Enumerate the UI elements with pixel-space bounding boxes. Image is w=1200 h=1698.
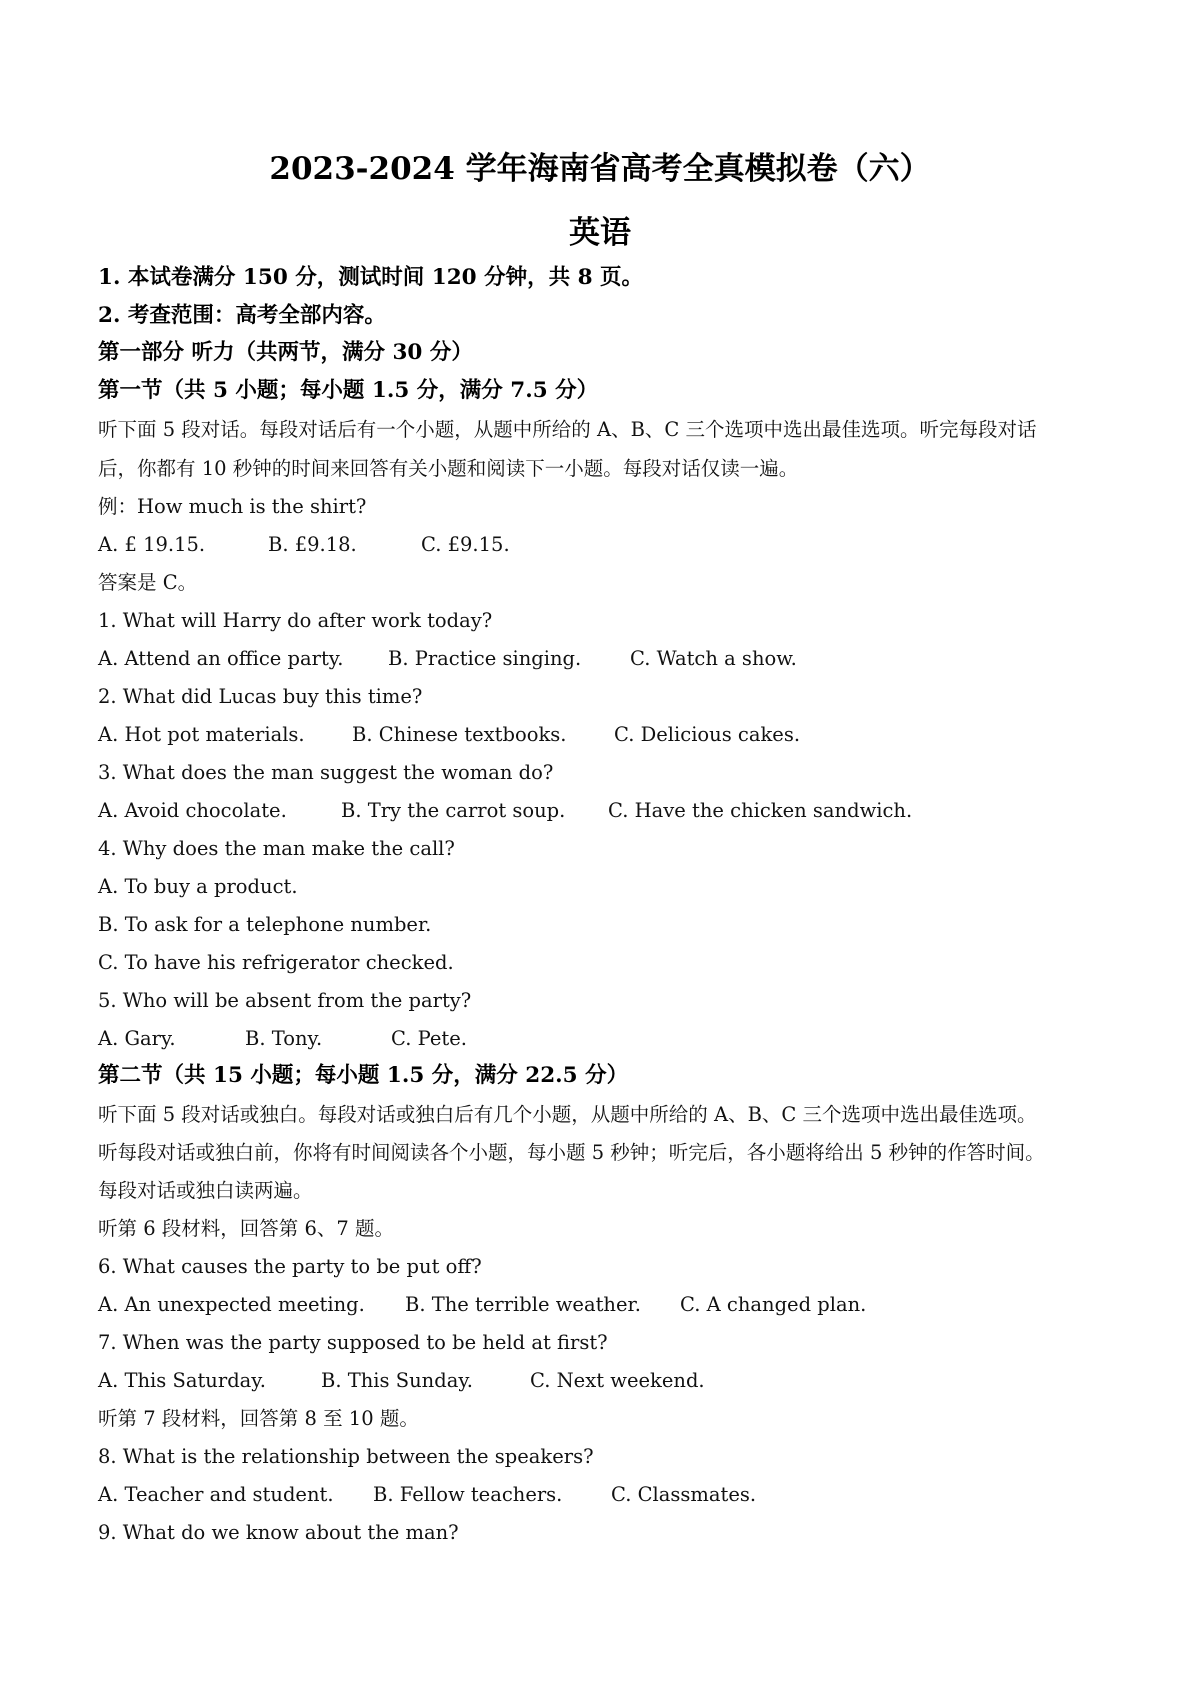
option-b: B. Try the carrot soup. <box>341 799 566 822</box>
question-9: 9. What do we know about the man? <box>98 1521 459 1544</box>
question-7: 7. When was the party supposed to be held at first? <box>98 1331 608 1354</box>
option-b: B. This Sunday. <box>321 1369 473 1392</box>
section2-instruction-3: 每段对话或独白读两遍。 <box>98 1179 313 1202</box>
example-answer: 答案是 C。 <box>98 571 198 594</box>
example-options <box>0 532 1200 558</box>
question-6-options <box>0 1292 1200 1318</box>
option-b: B. Fellow teachers. <box>373 1483 563 1506</box>
note-2: 2. 考查范围：高考全部内容。 <box>98 303 386 328</box>
option-b: B. £9.18. <box>268 533 357 556</box>
option-a: A. Avoid chocolate. <box>98 799 287 822</box>
option-c: C. Next weekend. <box>530 1369 705 1392</box>
question-1: 1. What will Harry do after work today? <box>98 609 493 632</box>
question-4-option-a: A. To buy a product. <box>98 875 298 898</box>
question-8-options <box>0 1482 1200 1508</box>
section1-instruction-1: 听下面 5 段对话。每段对话后有一个小题，从题中所给的 A、B、C 三个选项中选出最佳选项。听完每段对话 <box>98 418 1037 441</box>
note-1: 1. 本试卷满分 150 分，测试时间 120 分钟，共 8 页。 <box>98 265 644 290</box>
question-3-options <box>0 798 1200 824</box>
option-a: A. This Saturday. <box>98 1369 266 1392</box>
question-1-options <box>0 646 1200 672</box>
exam-title: 2023-2024 学年海南省高考全真模拟卷（六） <box>269 151 931 187</box>
option-b: B. Tony. <box>245 1027 323 1050</box>
question-3: 3. What does the man suggest the woman do? <box>98 761 554 784</box>
section2-instruction-1: 听下面 5 段对话或独白。每段对话或独白后有几个小题，从题中所给的 A、B、C 三个选项中选出最佳选项。 <box>98 1103 1037 1126</box>
section1-instruction-2: 后，你都有 10 秒钟的时间来回答有关小题和阅读下一小题。每段对话仅读一遍。 <box>98 457 799 480</box>
question-2: 2. What did Lucas buy this time? <box>98 685 423 708</box>
question-4-option-b: B. To ask for a telephone number. <box>98 913 432 936</box>
option-a: A. Hot pot materials. <box>98 723 305 746</box>
option-b: B. Chinese textbooks. <box>352 723 567 746</box>
option-a: A. Attend an office party. <box>98 647 344 670</box>
section2-instruction-2: 听每段对话或独白前，你将有时间阅读各个小题，每小题 5 秒钟；听完后，各小题将给出 5 秒钟的作答时间。 <box>98 1141 1045 1164</box>
option-c: C. Watch a show. <box>630 647 797 670</box>
option-c: C. Delicious cakes. <box>614 723 801 746</box>
option-a: A. An unexpected meeting. <box>98 1293 365 1316</box>
question-2-options <box>0 722 1200 748</box>
option-b: B. Practice singing. <box>388 647 582 670</box>
question-8: 8. What is the relationship between the speakers? <box>98 1445 594 1468</box>
question-4-option-c: C. To have his refrigerator checked. <box>98 951 454 974</box>
part1-heading: 第一部分 听力（共两节，满分 30 分） <box>98 340 473 365</box>
question-5-options <box>0 1026 1200 1052</box>
subject-title: 英语 <box>569 215 631 251</box>
material-7-note: 听第 7 段材料，回答第 8 至 10 题。 <box>98 1407 419 1430</box>
option-c: C. £9.15. <box>421 533 510 556</box>
option-c: C. A changed plan. <box>680 1293 867 1316</box>
option-c: C. Have the chicken sandwich. <box>608 799 913 822</box>
example-question: 例：How much is the shirt? <box>98 495 367 518</box>
question-6: 6. What causes the party to be put off? <box>98 1255 482 1278</box>
material-6-note: 听第 6 段材料，回答第 6、7 题。 <box>98 1217 395 1240</box>
question-4: 4. Why does the man make the call? <box>98 837 455 860</box>
option-b: B. The terrible weather. <box>405 1293 641 1316</box>
option-c: C. Classmates. <box>611 1483 757 1506</box>
question-7-options <box>0 1368 1200 1394</box>
option-a: A. £ 19.15. <box>98 533 206 556</box>
option-a: A. Gary. <box>98 1027 176 1050</box>
option-c: C. Pete. <box>391 1027 467 1050</box>
option-a: A. Teacher and student. <box>98 1483 334 1506</box>
question-5: 5. Who will be absent from the party? <box>98 989 472 1012</box>
section2-heading: 第二节（共 15 小题；每小题 1.5 分，满分 22.5 分） <box>98 1063 629 1088</box>
section1-heading: 第一节（共 5 小题；每小题 1.5 分，满分 7.5 分） <box>98 378 599 403</box>
